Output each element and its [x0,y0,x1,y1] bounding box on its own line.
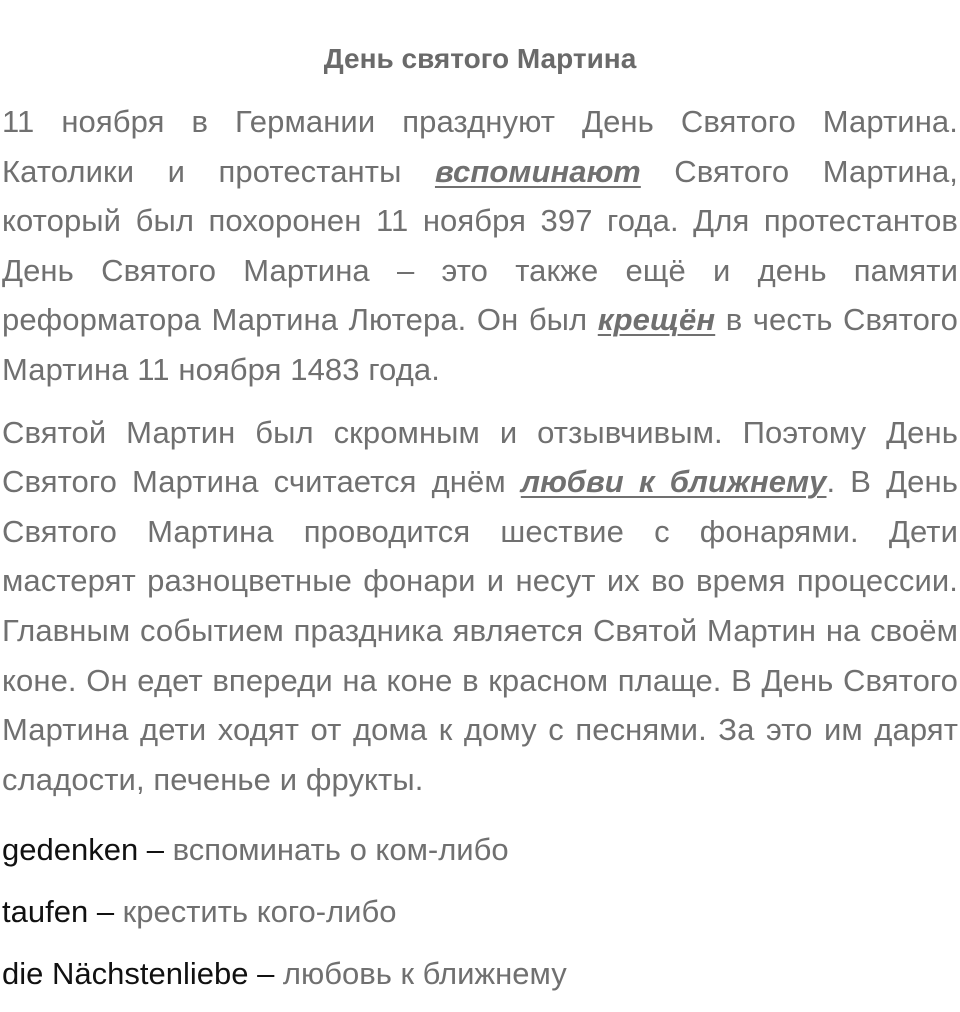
glossary-entry [2,826,958,888]
glossary-translation: крестить кого-либо [122,894,397,930]
document-title: День святого Мартина [323,43,637,74]
paragraph-2 [2,408,958,805]
glossary-dash: – [88,894,123,930]
glossary-translation: вспоминать о ком-либо [172,832,509,868]
paragraph-1 [2,97,958,395]
highlighted-word-kreshchen: крещён [597,302,716,338]
paragraph-1-text-3: в честь Святого Мартина 11 ноября 1483 года. [2,302,959,387]
paragraph-2-text-2: . В День Святого Мартина проводится шествие с фонарями. Дети мастерят разноцветные фонари и несут их во время процессии. Главным событием праздника является Святой Мартин на своём коне. Он едет впереди на коне в красном плаще. В День Святого Мартина дети ходят от дома к дому с песнями. За это им дарят сладости, печенье и фрукты. [2,464,958,797]
glossary-dash: – [248,956,283,992]
glossary [2,826,958,1012]
glossary-entry [2,888,958,950]
highlighted-phrase-lyubvi-k-blizhnemu: любви к ближнему [520,464,827,500]
paragraph-1-text-2: Святого Мартина, который был похоронен 11 ноября 397 года. Для протестантов День Святого Мартина – это также ещё и день памяти реформатора Мартина Лютера. Он был [2,153,959,338]
glossary-term: die Nächstenliebe [2,956,249,992]
paragraph-1-text-1: 11 ноября в Германии празднуют День Святого Мартина. Католики и протестанты [2,104,958,189]
glossary-translation: любовь к ближнему [282,956,567,992]
highlighted-word-vspominayut: вспоминают [434,153,641,189]
paragraph-2-text-1: Святой Мартин был скромным и отзывчивым. Поэтому День Святого Мартина считается днём [2,414,958,500]
glossary-term: gedenken [2,832,139,868]
glossary-term: taufen [2,894,89,930]
glossary-dash: – [138,832,173,868]
glossary-entry [2,950,958,1012]
